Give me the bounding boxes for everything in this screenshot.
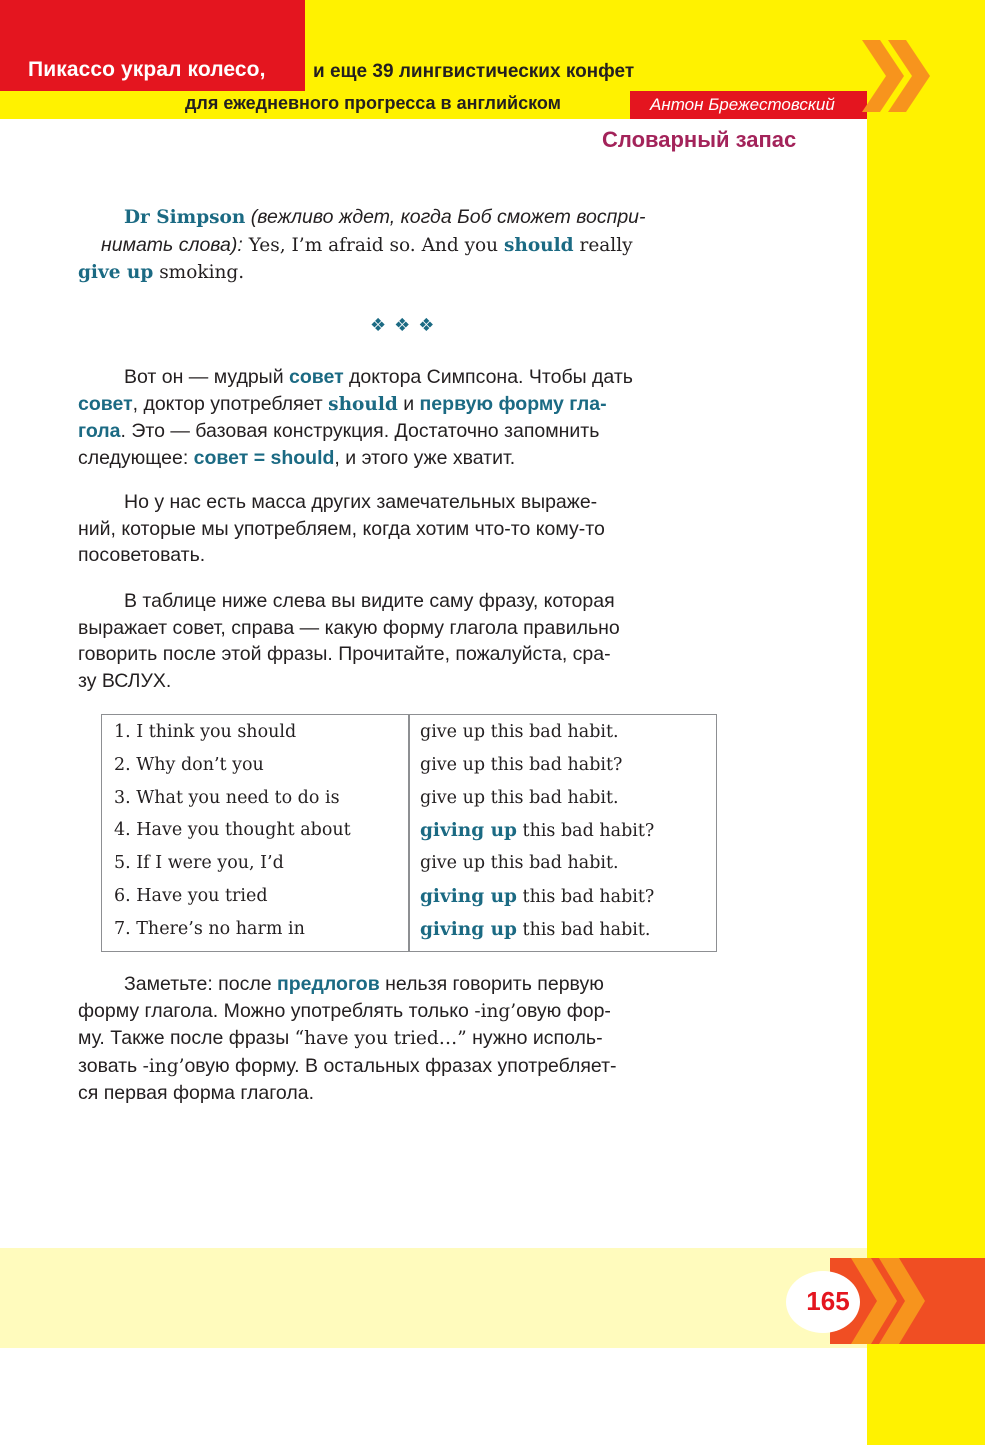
table-divider (408, 714, 410, 952)
table-cell-verb-form (420, 886, 654, 907)
verb-form-text: give up this bad habit. (420, 722, 619, 742)
header-chevrons-icon (862, 40, 932, 112)
table-cell-phrase: 2. Why don’t you (114, 754, 264, 775)
dialogue-paragraph: Dr Simpson (вежливо ждет, когда Боб сможет воспри- нимать слова): Yes, I’m afraid so. And you should really give up smoking. (78, 206, 646, 283)
verb-form-text: give up this bad habit? (420, 754, 623, 775)
verb-form-text: this bad habit? (516, 821, 655, 842)
table-cell-phrase: 1. I think you should (114, 722, 297, 742)
paragraph-table-intro: В таблице ниже слева вы видите саму фразу, которая выражает совет, справа — какую форму глагола правильно говорить после этой фразы. Прочитайте, пожалуйста, сра- зу ВСЛУХ. (78, 590, 620, 692)
paragraph-note: Заметьте: после предлогов нельзя говорить первую форму глагола. Можно употреблять только -ing’овую фор- му. Также после фразы “have you tried…” нужно исполь- зовать -ing’овую форму. В остальных фразах употребляет- ся первая форма глагола. (78, 973, 617, 1104)
table-cell-verb-form (420, 755, 622, 775)
footer-band (0, 1248, 867, 1348)
table-cell-phrase: 4. Have you thought about (114, 820, 351, 841)
section-title: Словарный запас (602, 127, 797, 152)
paragraph-advice: Вот он — мудрый совет доктора Симпсона. Чтобы дать совет, доктор употребляет should и первую форму гла- гола. Это — базовая конструкция. Достаточно запомнить следующее: совет = should, и этого уже хватит. (78, 366, 633, 469)
verb-form-text: give up this bad habit. (420, 853, 619, 874)
verb-form-highlight: giving up (420, 918, 517, 940)
table-cell-verb-form (420, 820, 654, 841)
table-cell-verb-form (420, 919, 650, 940)
ornament-divider: ❖❖❖ (370, 315, 443, 335)
book-title-continuation: и еще 39 лингвистических конфет (313, 61, 635, 82)
table-cell-verb-form (420, 722, 619, 742)
book-title: Пикассо украл колесо, (28, 58, 266, 81)
table-cell-phrase: 7. There’s no harm in (114, 918, 305, 939)
table-cell-phrase: 6. Have you tried (114, 886, 268, 906)
right-margin-strip (867, 0, 985, 1445)
table-cell-verb-form (420, 788, 619, 808)
book-subtitle: для ежедневного прогресса в английском (185, 93, 561, 113)
verb-form-text: give up this bad habit. (420, 787, 619, 808)
verb-form-highlight: giving up (420, 820, 517, 842)
table-cell-phrase: 5. If I were you, I’d (114, 853, 284, 874)
page-number: 165 (806, 1286, 850, 1316)
verb-form-text: this bad habit? (516, 887, 655, 907)
table-cell-phrase: 3. What you need to do is (114, 787, 340, 808)
paragraph-expressions: Но у нас есть масса других замечательных выраже- ний, которые мы употребляем, когда хотим что-то кому-то посоветовать. (78, 491, 605, 566)
verb-form-text: this bad habit. (516, 919, 651, 940)
table-cell-verb-form (420, 853, 619, 873)
author-name: Антон Брежестовский (650, 95, 835, 114)
verb-form-highlight: giving up (420, 886, 517, 907)
speaker-name: Dr Simpson (124, 207, 246, 228)
